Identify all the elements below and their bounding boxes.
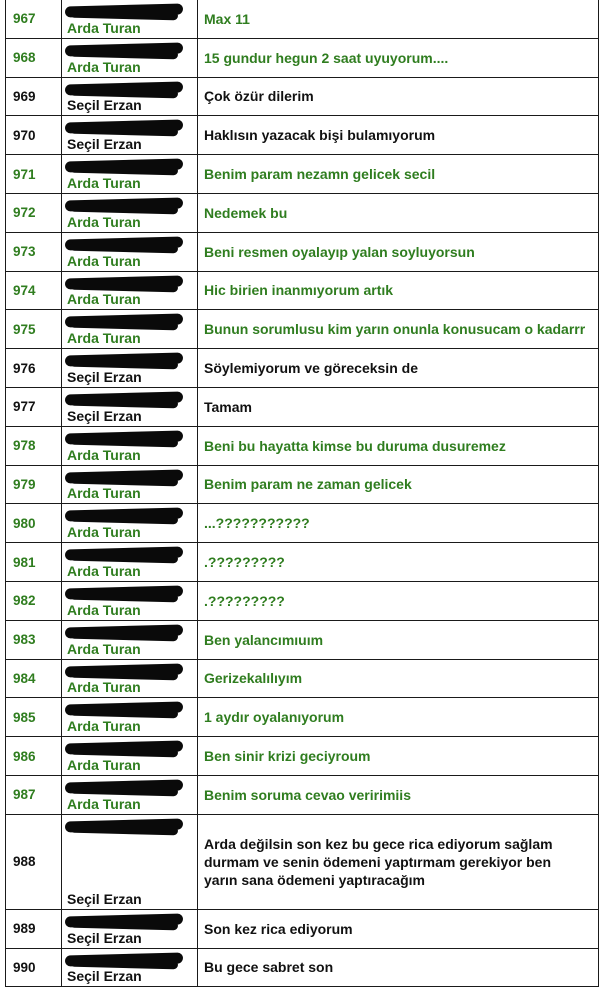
sender-name: Arda Turan — [67, 524, 141, 541]
message-number: 974 — [6, 271, 62, 310]
redaction-mark — [70, 47, 178, 59]
sender-cell — [62, 581, 198, 620]
sender-cell — [62, 814, 198, 909]
table-row — [6, 620, 599, 659]
message-number: 977 — [6, 387, 62, 426]
sender-name: Arda Turan — [67, 291, 141, 308]
sender-name: Seçil Erzan — [67, 368, 142, 385]
sender-cell — [62, 909, 198, 948]
message-text: Benim param ne zaman gelicek — [198, 465, 599, 504]
sender-cell — [62, 232, 198, 271]
table-row — [6, 504, 599, 543]
redaction-mark — [70, 358, 178, 370]
table-row — [6, 737, 599, 776]
sender-name: Arda Turan — [67, 19, 141, 36]
table-row — [6, 77, 599, 116]
message-number: 988 — [6, 814, 62, 909]
redaction-mark — [70, 707, 178, 719]
table-row — [6, 581, 599, 620]
redaction-mark — [70, 823, 178, 835]
sender-cell — [62, 271, 198, 310]
message-text: Benim soruma cevao veririmiis — [198, 775, 599, 814]
redaction-mark — [70, 203, 178, 215]
sender-cell — [62, 193, 198, 232]
redaction-mark — [70, 125, 178, 137]
redaction-mark — [70, 9, 178, 21]
sender-name: Arda Turan — [67, 718, 141, 735]
redaction-mark — [70, 552, 178, 564]
message-number: 979 — [6, 465, 62, 504]
message-number: 970 — [6, 116, 62, 155]
sender-cell — [62, 620, 198, 659]
sender-name: Arda Turan — [67, 640, 141, 657]
sender-cell — [62, 465, 198, 504]
table-row — [6, 659, 599, 698]
message-log-table — [5, 0, 599, 987]
message-number: 975 — [6, 310, 62, 349]
message-number: 989 — [6, 909, 62, 948]
sender-cell — [62, 948, 198, 987]
message-text: Beni bu hayatta kimse bu duruma dusuremez — [198, 426, 599, 465]
sender-name: Arda Turan — [67, 795, 141, 812]
redaction-mark — [70, 397, 178, 409]
message-number: 968 — [6, 38, 62, 77]
table-row — [6, 387, 599, 426]
message-text: .????????? — [198, 543, 599, 582]
table-row — [6, 38, 599, 77]
sender-cell — [62, 38, 198, 77]
sender-cell — [62, 310, 198, 349]
message-text: Söylemiyorum ve göreceksin de — [198, 349, 599, 388]
table-row — [6, 909, 599, 948]
message-number: 980 — [6, 504, 62, 543]
message-text: 15 gundur hegun 2 saat uyuyorum.... — [198, 38, 599, 77]
message-number: 985 — [6, 698, 62, 737]
message-text: Nedemek bu — [198, 193, 599, 232]
sender-cell — [62, 116, 198, 155]
sender-cell — [62, 504, 198, 543]
sender-name: Seçil Erzan — [67, 929, 142, 946]
message-text: Bunun sorumlusu kim yarın onunla konusucam o kadarrr — [198, 310, 599, 349]
table-row — [6, 543, 599, 582]
message-text: Tamam — [198, 387, 599, 426]
message-text: 1 aydır oyalanıyorum — [198, 698, 599, 737]
message-number: 972 — [6, 193, 62, 232]
table-row — [6, 465, 599, 504]
redaction-mark — [70, 746, 178, 758]
sender-name: Arda Turan — [67, 756, 141, 773]
message-number: 983 — [6, 620, 62, 659]
sender-cell — [62, 698, 198, 737]
message-text: Hic birien inanmıyorum artık — [198, 271, 599, 310]
sender-name: Arda Turan — [67, 446, 141, 463]
redaction-mark — [70, 435, 178, 447]
sender-name: Arda Turan — [67, 330, 141, 347]
redaction-mark — [70, 513, 178, 525]
table-row — [6, 193, 599, 232]
sender-name: Seçil Erzan — [67, 407, 142, 424]
sender-name: Arda Turan — [67, 213, 141, 230]
sender-cell — [62, 0, 198, 38]
table-row — [6, 775, 599, 814]
redaction-mark — [70, 918, 178, 930]
sender-name: Seçil Erzan — [67, 97, 142, 114]
table-row — [6, 349, 599, 388]
redaction-mark — [70, 591, 178, 603]
redaction-mark — [70, 629, 178, 641]
message-text: Arda değilsin son kez bu gece rica ediyorum sağlam durmam ve senin ödemeni yaptırmam gerekiyor ben yarın sana ödemeni yaptıracağım — [198, 814, 599, 909]
message-number: 984 — [6, 659, 62, 698]
message-number: 976 — [6, 349, 62, 388]
table-row — [6, 698, 599, 737]
message-text: Max 11 — [198, 0, 599, 38]
message-text: Gerizekalılıyım — [198, 659, 599, 698]
sender-cell — [62, 387, 198, 426]
message-number: 986 — [6, 737, 62, 776]
message-text: ...??????????? — [198, 504, 599, 543]
sender-name: Arda Turan — [67, 601, 141, 618]
message-number: 990 — [6, 948, 62, 987]
table-row — [6, 0, 599, 38]
message-number: 969 — [6, 77, 62, 116]
sender-name: Arda Turan — [67, 679, 141, 696]
message-text: Beni resmen oyalayıp yalan soyluyorsun — [198, 232, 599, 271]
sender-name: Arda Turan — [67, 252, 141, 269]
message-text: Benim param nezamn gelicek secil — [198, 155, 599, 194]
redaction-mark — [70, 241, 178, 253]
message-log-body — [6, 0, 599, 987]
sender-cell — [62, 775, 198, 814]
sender-name: Arda Turan — [67, 58, 141, 75]
sender-cell — [62, 543, 198, 582]
sender-cell — [62, 426, 198, 465]
redaction-mark — [70, 319, 178, 331]
table-row — [6, 814, 599, 909]
message-text: .????????? — [198, 581, 599, 620]
sender-cell — [62, 349, 198, 388]
sender-cell — [62, 659, 198, 698]
table-row — [6, 155, 599, 194]
table-row — [6, 232, 599, 271]
sender-name: Arda Turan — [67, 562, 141, 579]
message-number: 981 — [6, 543, 62, 582]
table-row — [6, 310, 599, 349]
message-text: Son kez rica ediyorum — [198, 909, 599, 948]
message-number: 987 — [6, 775, 62, 814]
sender-cell — [62, 77, 198, 116]
sender-name: Seçil Erzan — [67, 968, 142, 985]
message-text: Bu gece sabret son — [198, 948, 599, 987]
sender-cell — [62, 155, 198, 194]
sender-name: Arda Turan — [67, 485, 141, 502]
table-row — [6, 271, 599, 310]
table-row — [6, 948, 599, 987]
message-text: Ben sinir krizi geciyroum — [198, 737, 599, 776]
sender-name: Seçil Erzan — [67, 890, 142, 907]
table-row — [6, 426, 599, 465]
message-text: Ben yalancımıuım — [198, 620, 599, 659]
redaction-mark — [70, 164, 178, 176]
redaction-mark — [70, 785, 178, 797]
message-number: 982 — [6, 581, 62, 620]
message-number: 971 — [6, 155, 62, 194]
message-text: Haklısın yazacak bişi bulamıyorum — [198, 116, 599, 155]
sender-name: Seçil Erzan — [67, 136, 142, 153]
sender-name: Arda Turan — [67, 174, 141, 191]
table-row — [6, 116, 599, 155]
message-number: 973 — [6, 232, 62, 271]
message-number: 978 — [6, 426, 62, 465]
message-text: Çok özür dilerim — [198, 77, 599, 116]
sender-cell — [62, 737, 198, 776]
message-number: 967 — [6, 0, 62, 38]
